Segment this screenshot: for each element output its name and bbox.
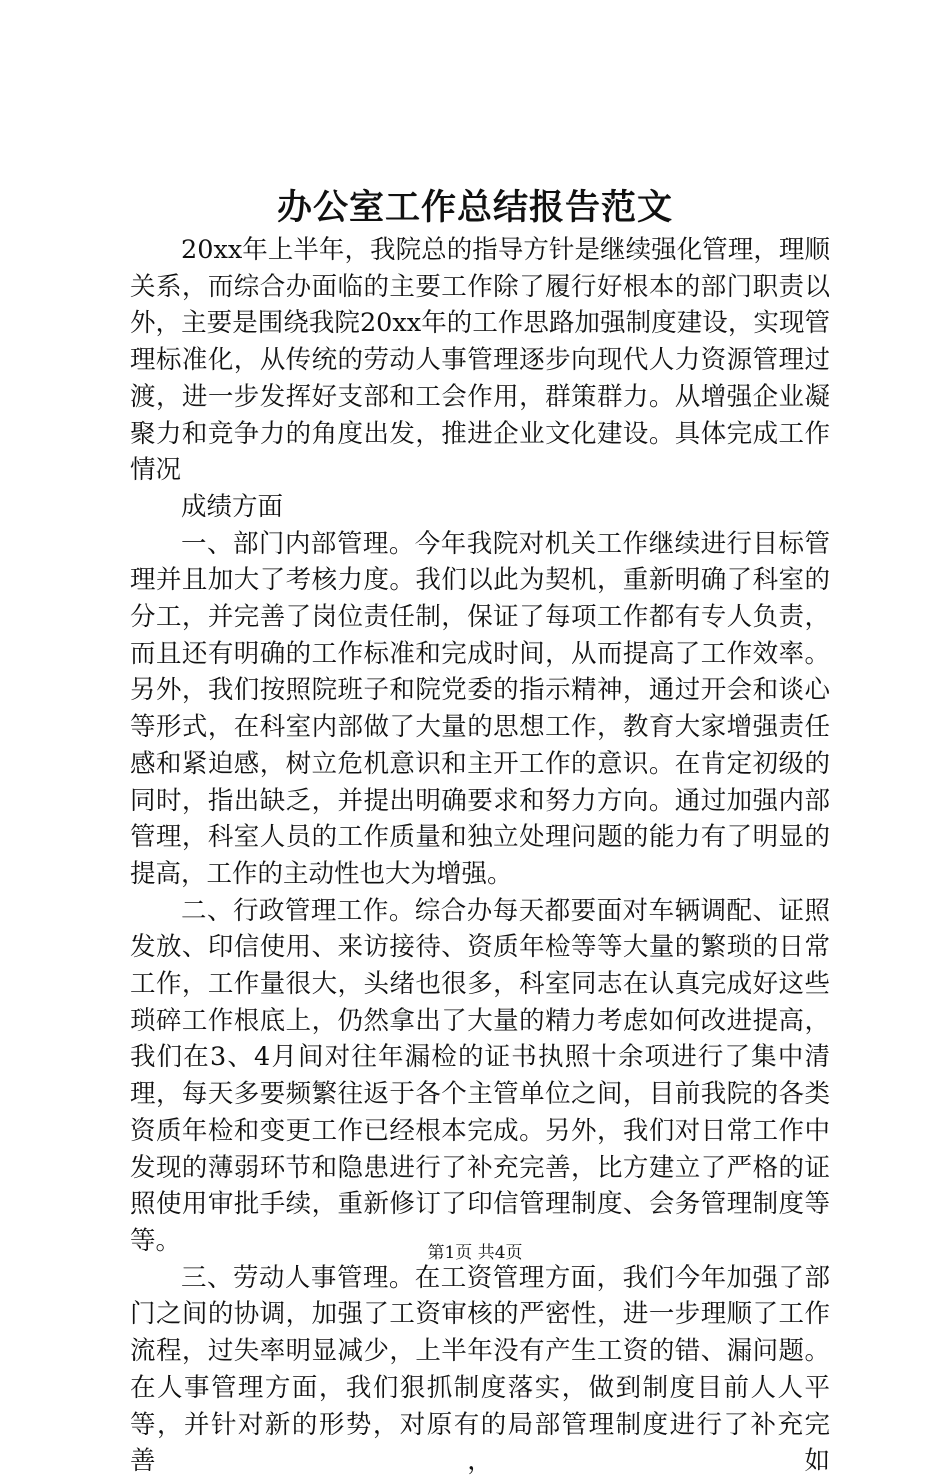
paragraph-intro: 20xx年上半年，我院总的指导方针是继续强化管理，理顺关系，而综合办面临的主要工作除了履行好根本的部门职责以外，主要是围绕我院20xx年的工作思路加强制度建设，实现管理标准化，从传统的劳动人事管理逐步向现代人力资源管理过渡，进一步发挥好支部和工会作用，群策群力。从增强企业凝聚力和竞争力的角度出发，推进企业文化建设。具体完成工作情况 [130,235,830,486]
paragraph-section-heading: 成绩方面 [181,491,284,522]
paragraph-administration: 二、行政管理工作。综合办每天都要面对车辆调配、证照发放、印信使用、来访接待、资质年检等等大量的繁琐的日常工作，工作量很大，头绪也很多，科室同志在认真完成好这些琐碎工作根底上，仍然拿出了大量的精力考虑如何改进提高，我们在3、4月间对往年漏检的证书执照十余项进行了集中清理，每天多要频繁往返于各个主管单位之间，目前我院的各类资质年检和变更工作已经根本完成。另外，我们对日常工作中发现的薄弱环节和隐患进行了补充完善，比方建立了严格的证照使用审批手续，重新修订了印信管理制度、会务管理制度等等。 [130,895,830,1256]
paragraph-personnel-management: 三、劳动人事管理。在工资管理方面，我们今年加强了部门之间的协调，加强了工资审核的严密性，进一步理顺了工作流程，过失率明显减少，上半年没有产生工资的错、漏问题。在人事管理方面，我们狠抓制度落实，做到制度目前人人平等，并针对新的形势，对原有的局部管理制度进行了补充完善，如 [130,1262,830,1477]
document-title: 办公室工作总结报告范文 [276,187,673,228]
paragraph-department-management: 一、部门内部管理。今年我院对机关工作继续进行目标管理并且加大了考核力度。我们以此为契机，重新明确了科室的分工，并完善了岗位责任制，保证了每项工作都有专人负责，而且还有明确的工作标准和完成时间，从而提高了工作效率。另外，我们按照院班子和院党委的指示精神，通过开会和谈心等形式，在科室内部做了大量的思想工作，教育大家增强责任感和紧迫感，树立危机意识和主开工作的意识。在肯定初级的同时，指出缺乏，并提出明确要求和努力方向。通过加强内部管理，科室人员的工作质量和独立处理问题的能力有了明显的提高，工作的主动性也大为增强。 [130,528,830,889]
document-body [130,232,830,1480]
page-number: 第1页 共4页 [427,1243,523,1263]
